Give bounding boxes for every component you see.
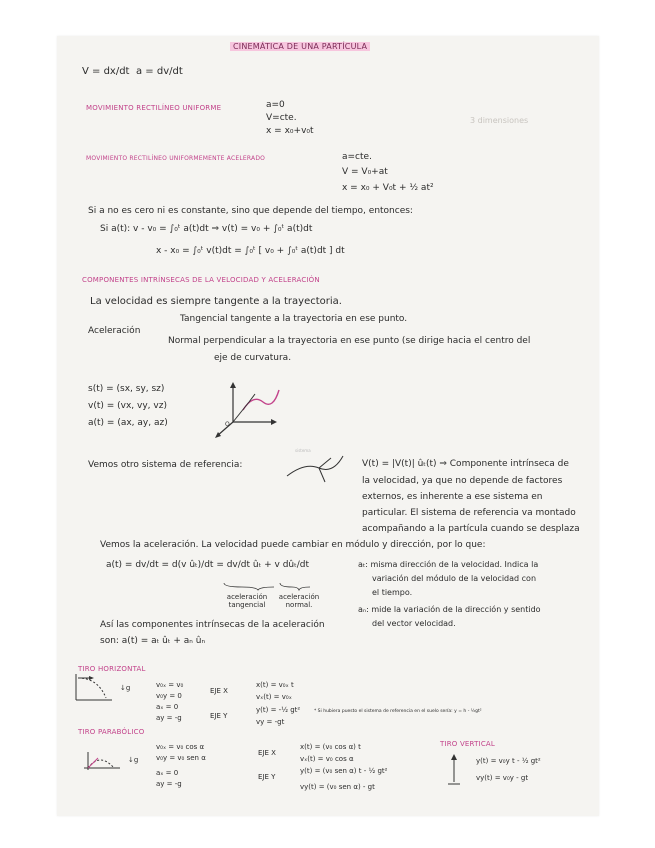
tp-x2: vₓ(t) = v₀ cos α — [300, 755, 354, 763]
tp-c3: aₓ = 0 — [156, 769, 179, 777]
tp-c4: ay = -g — [156, 780, 182, 788]
acceleration-change-text: Vemos la aceleración. La velocidad puede cambiar en módulo y dirección, por lo que: — [100, 540, 486, 550]
horizontal-launch-diagram — [72, 672, 132, 702]
axes-trajectory-diagram — [205, 380, 285, 442]
at-line-1: aₜ: misma dirección de la velocidad. Indica la — [358, 560, 539, 569]
at-line-2: variación del módulo de la velocidad con — [372, 574, 537, 583]
tp-c1: v₀ₓ = v₀ cos α — [156, 743, 205, 751]
mru-eq-v: V=cte. — [266, 113, 297, 123]
normal-text: Normal perpendicular a la trayectoria en ese punto (se dirige hacia el centro del — [168, 336, 531, 346]
intrinsic-heading: COMPONENTES INTRÍNSECAS DE LA VELOCIDAD Y ACELERACIÓN — [82, 276, 320, 284]
underbrace-normal: aceleración normal. — [278, 593, 320, 609]
integral-velocity: Si a(t): v - v₀ = ∫₀ᵗ a(t)dt ⇒ v(t) = v₀ + ∫₀ᵗ a(t)dt — [100, 224, 313, 234]
svg-text:O: O — [225, 421, 230, 428]
mrua-heading: MOVIMIENTO RECTILÍNEO UNIFORMEMENTE ACELERADO — [86, 155, 266, 162]
tiro-horizontal-heading: TIRO HORIZONTAL — [78, 665, 146, 673]
tp-y1: y(t) = (v₀ sen α) t - ½ gt² — [300, 767, 388, 775]
tp-ejey: EJE Y — [258, 773, 276, 781]
integral-position: x - x₀ = ∫₀ᵗ v(t)dt = ∫₀ᵗ [ v₀ + ∫₀ᵗ a(t)dt ] dt — [156, 246, 345, 256]
vt-line-4: particular. El sistema de referencia va montado — [362, 508, 576, 518]
vertical-launch-diagram — [444, 752, 464, 788]
mru-heading: MOVIMIENTO RECTILÍNEO UNIFORME — [86, 104, 222, 112]
svg-text:↓g: ↓g — [120, 684, 131, 692]
svg-text:sistema: sistema — [295, 448, 311, 453]
summary-line-2: son: a(t) = aₜ ûₜ + aₙ ûₙ — [100, 636, 206, 646]
tiro-parabolico-heading: TIRO PARABÓLICO — [78, 728, 145, 736]
th-y2: vy = -gt — [256, 718, 285, 726]
bleed-through-text: 3 dimensiones — [470, 116, 529, 125]
an-line-2: del vector velocidad. — [372, 619, 456, 628]
th-c1: v₀ₓ = v₀ — [156, 681, 184, 689]
an-line-1: aₙ: mide la variación de la dirección y sentido — [358, 605, 541, 614]
th-note: * Si hubiera puesto el sistema de referencia en el suelo sería: y = h - ½gt² — [314, 709, 482, 714]
position-vector: s(t) = (sx, sy, sz) — [88, 384, 165, 394]
velocity-definition: V = dx/dt — [82, 66, 130, 77]
th-x1: x(t) = v₀ₓ t — [256, 681, 294, 689]
th-ejex: EJE X — [210, 687, 228, 695]
mru-eq-x: x = x₀+v₀t — [266, 126, 314, 136]
tp-x1: x(t) = (v₀ cos α) t — [300, 743, 361, 751]
acceleration-vector: a(t) = (ax, ay, az) — [88, 418, 168, 428]
vt-line-5: acompañando a la partícula cuando se desplaza — [362, 524, 580, 534]
tangential-text: Tangencial tangente a la trayectoria en ese punto. — [180, 314, 408, 324]
underbraces — [222, 582, 312, 590]
summary-line-1: Así las componentes intrínsecas de la aceleración — [100, 620, 325, 630]
velocity-tangent-text: La velocidad es siempre tangente a la trayectoria. — [90, 296, 342, 307]
acceleration-definition: a = dv/dt — [136, 66, 183, 77]
at-line-3: el tiempo. — [372, 588, 413, 597]
acceleration-label: Aceleración — [88, 326, 141, 336]
svg-text:↓g: ↓g — [128, 756, 139, 764]
th-c4: ay = -g — [156, 714, 182, 722]
mrua-eq-a: a=cte. — [342, 152, 372, 162]
variable-accel-intro: Si a no es cero ni es constante, sino que depende del tiempo, entonces: — [88, 206, 413, 216]
vt-line-2: la velocidad, ya que no depende de factores — [362, 476, 563, 486]
th-c3: aₓ = 0 — [156, 703, 179, 711]
moving-frame-diagram — [285, 446, 347, 490]
acceleration-equation: a(t) = dv/dt = d(v ûₜ)/dt = dv/dt ûₜ + v dûₜ/dt — [106, 560, 310, 570]
other-reference-text: Vemos otro sistema de referencia: — [88, 460, 243, 470]
mru-eq-a: a=0 — [266, 100, 285, 110]
tp-ejex: EJE X — [258, 749, 276, 757]
velocity-vector: v(t) = (vx, vy, vz) — [88, 401, 167, 411]
vt-line-3: externos, es inherente a ese sistema en — [362, 492, 543, 502]
tp-c2: v₀y = v₀ sen α — [156, 754, 206, 762]
tiro-vertical-heading: TIRO VERTICAL — [440, 740, 496, 748]
mrua-eq-x: x = x₀ + V₀t + ½ at² — [342, 183, 434, 193]
th-x2: vₓ(t) = v₀ₓ — [256, 693, 292, 701]
tv-y1: y(t) = v₀y t - ½ gt² — [476, 757, 541, 765]
underbrace-tangential: aceleración tangencial — [226, 593, 268, 609]
th-ejey: EJE Y — [210, 712, 228, 720]
mrua-eq-v: V = V₀+at — [342, 167, 388, 177]
tv-y2: vy(t) = v₀y - gt — [476, 774, 529, 782]
normal-text-2: eje de curvatura. — [214, 353, 292, 363]
parabolic-launch-diagram — [80, 748, 142, 772]
tp-y2: vy(t) = (v₀ sen α) - gt — [300, 783, 375, 791]
page-title: CINEMÁTICA DE UNA PARTÍCULA — [230, 42, 370, 51]
th-y1: y(t) = -½ gt² — [256, 706, 301, 714]
vt-line-1: V(t) = |V(t)| ûₜ(t) ⇒ Componente intrínseca de — [362, 459, 569, 469]
th-c2: v₀y = 0 — [156, 692, 182, 700]
